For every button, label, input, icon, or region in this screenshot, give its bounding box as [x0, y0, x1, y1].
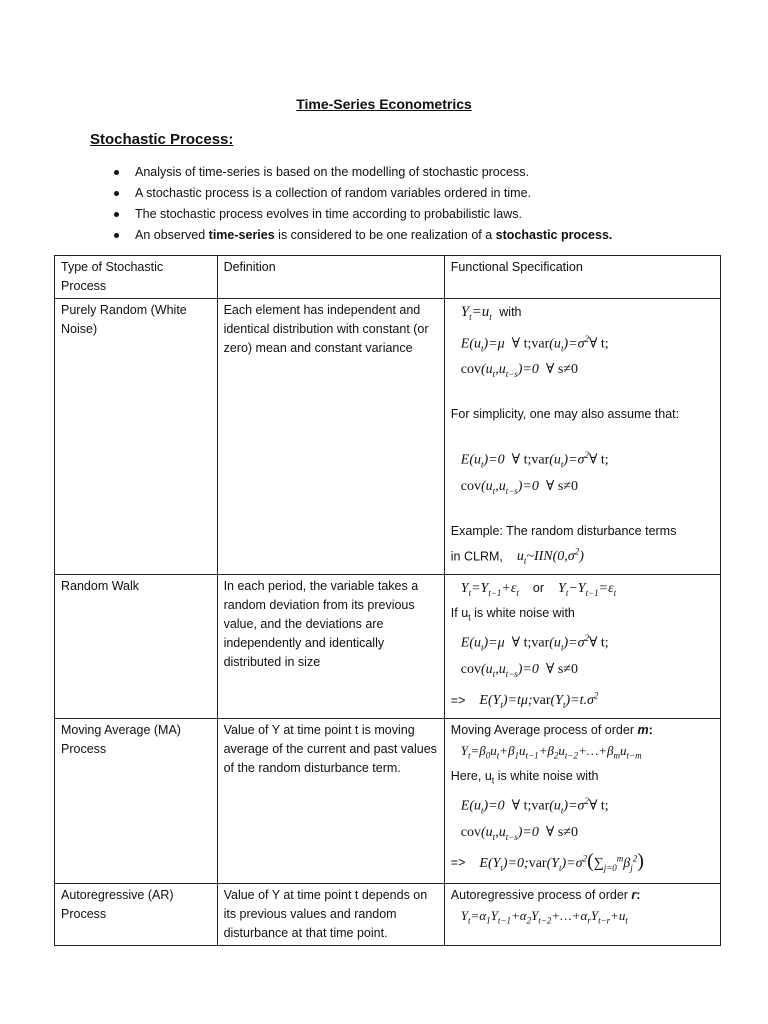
process-definition: In each period, the variable takes a random deviation from its previous value, and the deviations are independently and identically distributed in size: [217, 574, 444, 718]
header-cell: Type of Stochastic Process: [55, 256, 218, 299]
bullet-item: Analysis of time-series is based on the modelling of stochastic process.: [110, 162, 710, 183]
header-cell: Functional Specification: [444, 256, 720, 299]
example-text: in CLRM, $u_t\sim IIN(0,\sigma^2)$: [450, 546, 584, 566]
table-row: [55, 718, 721, 883]
table-header-row: [55, 256, 721, 299]
table-row: [55, 299, 721, 575]
stochastic-process-table: [54, 255, 721, 946]
table-row: [55, 883, 721, 945]
process-type: Autoregressive (AR) Process: [55, 883, 218, 945]
section-heading: Stochastic Process:: [90, 131, 234, 148]
equation: $cov(u_t,u_{t-s})=0$ ∀ s≠0: [460, 478, 578, 496]
functional-spec: [444, 299, 720, 575]
equation: $Y_t=Y_{t-1}+\varepsilon_t$ or $Y_t-Y_{t-1}=\varepsilon_t$: [460, 580, 617, 598]
equation: $Y_t=\alpha_1Y_{t-1}+\alpha_2Y_{t-2}+\dots+\alpha_rY_{t-r}+u_t$: [460, 907, 628, 926]
functional-spec: [444, 574, 720, 718]
table-row: [55, 574, 721, 718]
ar-intro: Autoregressive process of order r:: [450, 887, 641, 902]
functional-spec: [444, 883, 720, 945]
equation: => $E(Y_t)=0;var(Y_t)=\sigma^2(\sum_{j=0}^m\beta_j^2)$: [450, 849, 644, 873]
equation: $cov(u_t,u_{t-s})=0$ ∀ s≠0: [460, 661, 578, 679]
white-noise-note: If $u_t$ is white noise with: [450, 605, 575, 623]
equation: $E(u_t)=0$ ∀ $t;var(u_t)=\sigma^2\forall$ t;: [460, 796, 609, 816]
bullet-item: A stochastic process is a collection of random variables ordered in time.: [110, 183, 710, 204]
process-definition: Value of Y at time point t is moving average of the current and past values of the random disturbance term.: [217, 718, 444, 883]
bullet-list: [110, 162, 710, 246]
bullet-item: An observed time-series is considered to be one realization of a stochastic process.: [110, 225, 710, 246]
equation: $E(u_t)=\mu$ ∀ $t;var(u_t)=\sigma^2\forall$ t;: [460, 334, 609, 354]
white-noise-note: Here, $u_t$ is white noise with: [450, 768, 599, 786]
process-type: Random Walk: [55, 574, 218, 718]
equation: $cov(u_t,u_{t-s})=0$ ∀ s≠0: [460, 362, 578, 380]
functional-spec: [444, 718, 720, 883]
example-text: Example: The random disturbance terms: [450, 523, 677, 538]
equation: $Y_t=\beta_0u_t+\beta_1u_{t-1}+\beta_2u_{t-2}+\dots+\beta_mu_{t-m}$: [460, 742, 642, 761]
equation: $E(u_t)=0$ ∀ $t;var(u_t)=\sigma^2\forall$ t;: [460, 450, 609, 470]
equation: $E(u_t)=\mu$ ∀ $t;var(u_t)=\sigma^2\forall$ t;: [460, 633, 609, 653]
equation: $Y_t=u_t$ with: [460, 304, 522, 322]
equation: $cov(u_t,u_{t-s})=0$ ∀ s≠0: [460, 824, 578, 842]
simplicity-note: For simplicity, one may also assume that:: [450, 407, 680, 422]
process-type: Purely Random (White Noise): [55, 299, 218, 575]
process-definition: Each element has independent and identical distribution with constant (or zero) mean and constant variance: [217, 299, 444, 575]
ma-intro: Moving Average process of order m:: [450, 722, 653, 737]
document-title: Time-Series Econometrics: [296, 96, 472, 112]
process-type: Moving Average (MA) Process: [55, 718, 218, 883]
equation: => $E(Y_t)=t\mu;var(Y_t)=t.\sigma^2$: [450, 690, 599, 710]
bullet-item: The stochastic process evolves in time according to probabilistic laws.: [110, 204, 710, 225]
header-cell: Definition: [217, 256, 444, 299]
process-definition: Value of Y at time point t depends on its previous values and random disturbance at that time point.: [217, 883, 444, 945]
